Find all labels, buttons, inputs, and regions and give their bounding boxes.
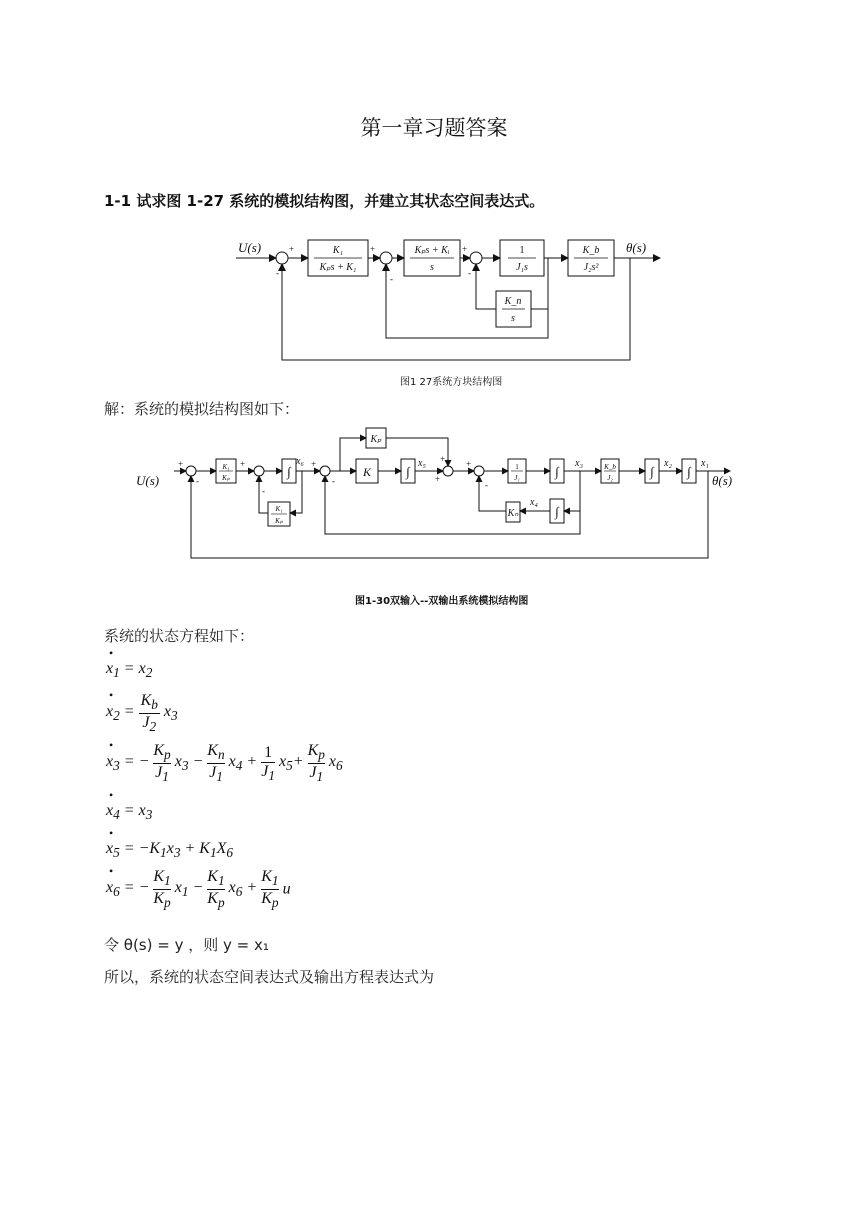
fig1-output-label: θ(s) — [626, 240, 647, 255]
fig2-fb-k1kp-den: Kₚ — [275, 517, 283, 525]
fig2-onej1-num: 1 — [515, 463, 519, 471]
eq-x4: • $x_4 = x_3$ — [106, 788, 153, 823]
eq-x2: • $x_2$ = $\frac{K_b}{J_2}$ $x_3$ — [106, 688, 178, 735]
fig1-b1-den: Kₚs + K₁ — [319, 262, 357, 273]
fig1-fb-num: K_n — [504, 296, 522, 307]
fig2-kbj2-num: K_b — [604, 463, 616, 471]
conclusion-text: 所以，系统的状态空间表达式及输出方程表达式为 — [104, 968, 435, 986]
fig2-output-label: θ(s) — [712, 473, 733, 488]
fig1-b3-den: J₁s — [516, 262, 528, 273]
output-equation-line: 令 θ(s) = y ，则 y = x₁ — [104, 936, 269, 954]
fig2-input-label: U(s) — [136, 473, 160, 488]
fig1-b3-num: 1 — [519, 245, 525, 256]
fig2-kn-block: Kₙ — [507, 508, 519, 519]
fig2-k1kp-den: Kₚ — [222, 474, 230, 482]
svg-text:-: - — [390, 274, 393, 284]
eq-x6: • $x_6$ = − $\frac{K_1}{K_p}$ $x_1$ − $\frac{K_1}{K_p}$ $x_6$ + $\frac{K_1}{K_p}$ u — [106, 864, 291, 911]
fig1-input-label: U(s) — [238, 240, 262, 255]
eq-x3: • $x_3$ = − $\frac{K_p}{J_1}$ $x_3$ − $\frac{K_n}{J_1}$ $x_4$ + $\frac{1}{J_1}$ $x_5+$ $\frac{K_p}{J_1}$ $x_6$ — [106, 738, 343, 785]
svg-text:+: + — [178, 459, 184, 469]
fig2-integrator-2: ∫ — [406, 464, 410, 479]
fig2-x1-label: x₁ — [701, 458, 709, 469]
page-title: 第一章习题答案 — [360, 116, 508, 140]
state-eq-intro: 系统的状态方程如下： — [104, 627, 255, 645]
svg-text:+: + — [435, 474, 441, 484]
svg-text:+: + — [240, 459, 246, 469]
figure-1-30-simulation-diagram — [0, 0, 868, 600]
svg-text:+: + — [466, 459, 472, 469]
svg-text:-: - — [468, 268, 471, 278]
eq-x5: • $x_5 = -K_1x_3 + K_1X_6$ — [106, 826, 234, 861]
fig2-kbj2-den: J₂ — [607, 474, 613, 482]
svg-text:-: - — [332, 476, 335, 486]
svg-text:+: + — [289, 244, 295, 254]
fig2-k1kp-num: K₁ — [222, 463, 230, 471]
fig1-b4-den: J₂s² — [583, 262, 599, 273]
fig2-x6-label: x₆ — [296, 456, 304, 467]
fig2-kp-top: Kₚ — [370, 434, 382, 445]
fig2-k-block: K — [362, 465, 372, 479]
fig2-x3-label: x₃ — [575, 458, 583, 469]
fig1-b1-num: K₁ — [332, 245, 344, 256]
svg-text:-: - — [485, 480, 488, 490]
svg-text:-: - — [276, 268, 279, 278]
svg-text:-: - — [262, 486, 265, 496]
fig1-b2-num: Kₚs + Kᵢ — [414, 245, 450, 256]
question-text: 1-1 试求图 1-27 系统的模拟结构图，并建立其状态空间表达式。 — [104, 192, 545, 210]
figure-2-caption: 图1-30双输入--双输出系统模拟结构图 — [355, 596, 529, 607]
svg-text:+: + — [462, 244, 468, 254]
fig2-onej1-den: J₁ — [514, 474, 520, 482]
fig2-x5-label: x₅ — [418, 458, 426, 469]
svg-text:-: - — [196, 476, 199, 486]
figure-1-caption: 图1 27系统方块结构图 — [400, 377, 503, 388]
fig2-integrator-3: ∫ — [555, 464, 559, 479]
fig2-integrator-6: ∫ — [555, 504, 559, 519]
solution-intro: 解：系统的模拟结构图如下： — [104, 400, 300, 418]
fig2-x2-label: x₂ — [664, 458, 672, 469]
fig2-integrator-1: ∫ — [287, 464, 291, 479]
svg-text:+: + — [370, 244, 376, 254]
fig1-b4-num: K_b — [582, 245, 600, 256]
svg-text:+: + — [311, 459, 317, 469]
fig2-integrator-4: ∫ — [650, 464, 654, 479]
fig1-b2-den: s — [430, 262, 434, 273]
svg-text:+: + — [440, 454, 446, 464]
fig1-fb-den: s — [511, 313, 515, 324]
fig2-x4-label: x₄ — [530, 497, 538, 508]
eq-x1: • $x_1 = x_2$ — [106, 646, 153, 681]
fig2-fb-k1kp-num: K₁ — [275, 505, 283, 513]
fig2-integrator-5: ∫ — [687, 464, 691, 479]
